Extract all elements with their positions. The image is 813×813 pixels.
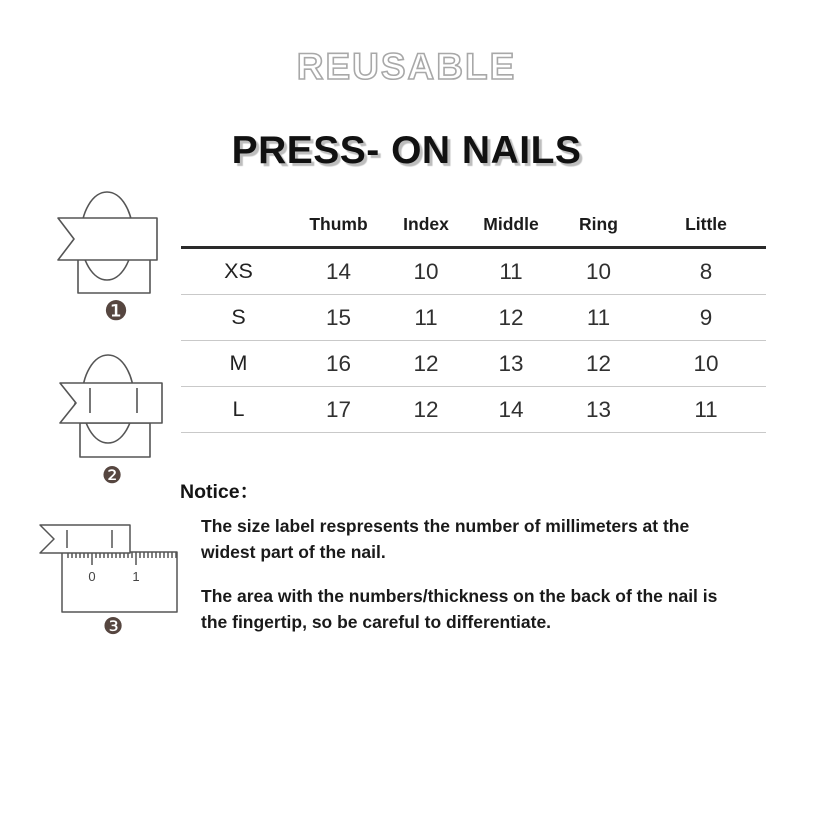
table-row-xs — [181, 249, 766, 295]
nail-back-illustration — [50, 345, 170, 470]
table-row-m — [181, 341, 766, 387]
col-header-size — [181, 202, 296, 246]
page-title: PRESS- ON NAILS — [231, 129, 582, 172]
value-cell: 9 — [699, 304, 713, 330]
value-cell: 16 — [325, 350, 352, 376]
col-header-little: Little — [685, 213, 727, 234]
col-header-thumb: Thumb — [309, 213, 368, 234]
notice-label: Notice： — [180, 481, 260, 503]
notice-line: The size label respresents the number of millimeters at the — [201, 516, 690, 536]
ruler-one-label: 1 — [132, 569, 140, 584]
value-cell: 14 — [325, 258, 352, 284]
nail-front-illustration — [50, 185, 170, 310]
value-cell: 11 — [414, 304, 438, 330]
nail-back-icon — [50, 345, 170, 470]
size-cell: XS — [224, 259, 253, 283]
value-cell: 13 — [498, 350, 524, 376]
value-cell: 13 — [585, 396, 612, 422]
value-cell: 17 — [325, 396, 352, 422]
size-cell: L — [232, 397, 245, 421]
value-cell: 10 — [693, 350, 719, 376]
value-cell: 11 — [499, 258, 523, 284]
value-cell: 14 — [498, 396, 524, 422]
size-cell: S — [231, 305, 246, 329]
notice-paragraph-1 — [201, 514, 689, 565]
size-table — [181, 202, 766, 433]
nail-front-icon — [50, 185, 170, 310]
notice-line: the fingertip, so be careful to differentiate. — [201, 611, 552, 632]
step-2-badge: ❷ — [101, 463, 123, 489]
size-cell: M — [229, 351, 248, 375]
value-cell: 10 — [413, 258, 439, 284]
value-cell: 12 — [413, 396, 439, 422]
notice-line: widest part of the nail. — [201, 541, 386, 562]
table-header-row — [181, 202, 766, 249]
value-cell: 10 — [585, 258, 612, 284]
value-cell: 11 — [586, 304, 611, 330]
col-header-middle: Middle — [483, 213, 539, 234]
value-cell: 8 — [699, 258, 713, 284]
reusable-watermark-text: REUSABLE — [296, 46, 517, 87]
step-3-badge: ❸ — [102, 614, 124, 640]
table-row-s — [181, 295, 766, 341]
table-row-l — [181, 387, 766, 433]
step-1-badge: ❶ — [103, 296, 129, 327]
value-cell: 15 — [325, 304, 352, 330]
notice-line: The area with the numbers/thickness on the back of the nail is — [201, 586, 718, 606]
value-cell: 11 — [694, 396, 718, 422]
col-header-index: Index — [403, 213, 449, 234]
value-cell: 12 — [585, 350, 612, 376]
notice-paragraph-2 — [201, 584, 717, 635]
ruler-zero-label: 0 — [88, 569, 96, 584]
value-cell: 12 — [498, 304, 524, 330]
col-header-ring: Ring — [579, 213, 618, 234]
value-cell: 12 — [413, 350, 439, 376]
